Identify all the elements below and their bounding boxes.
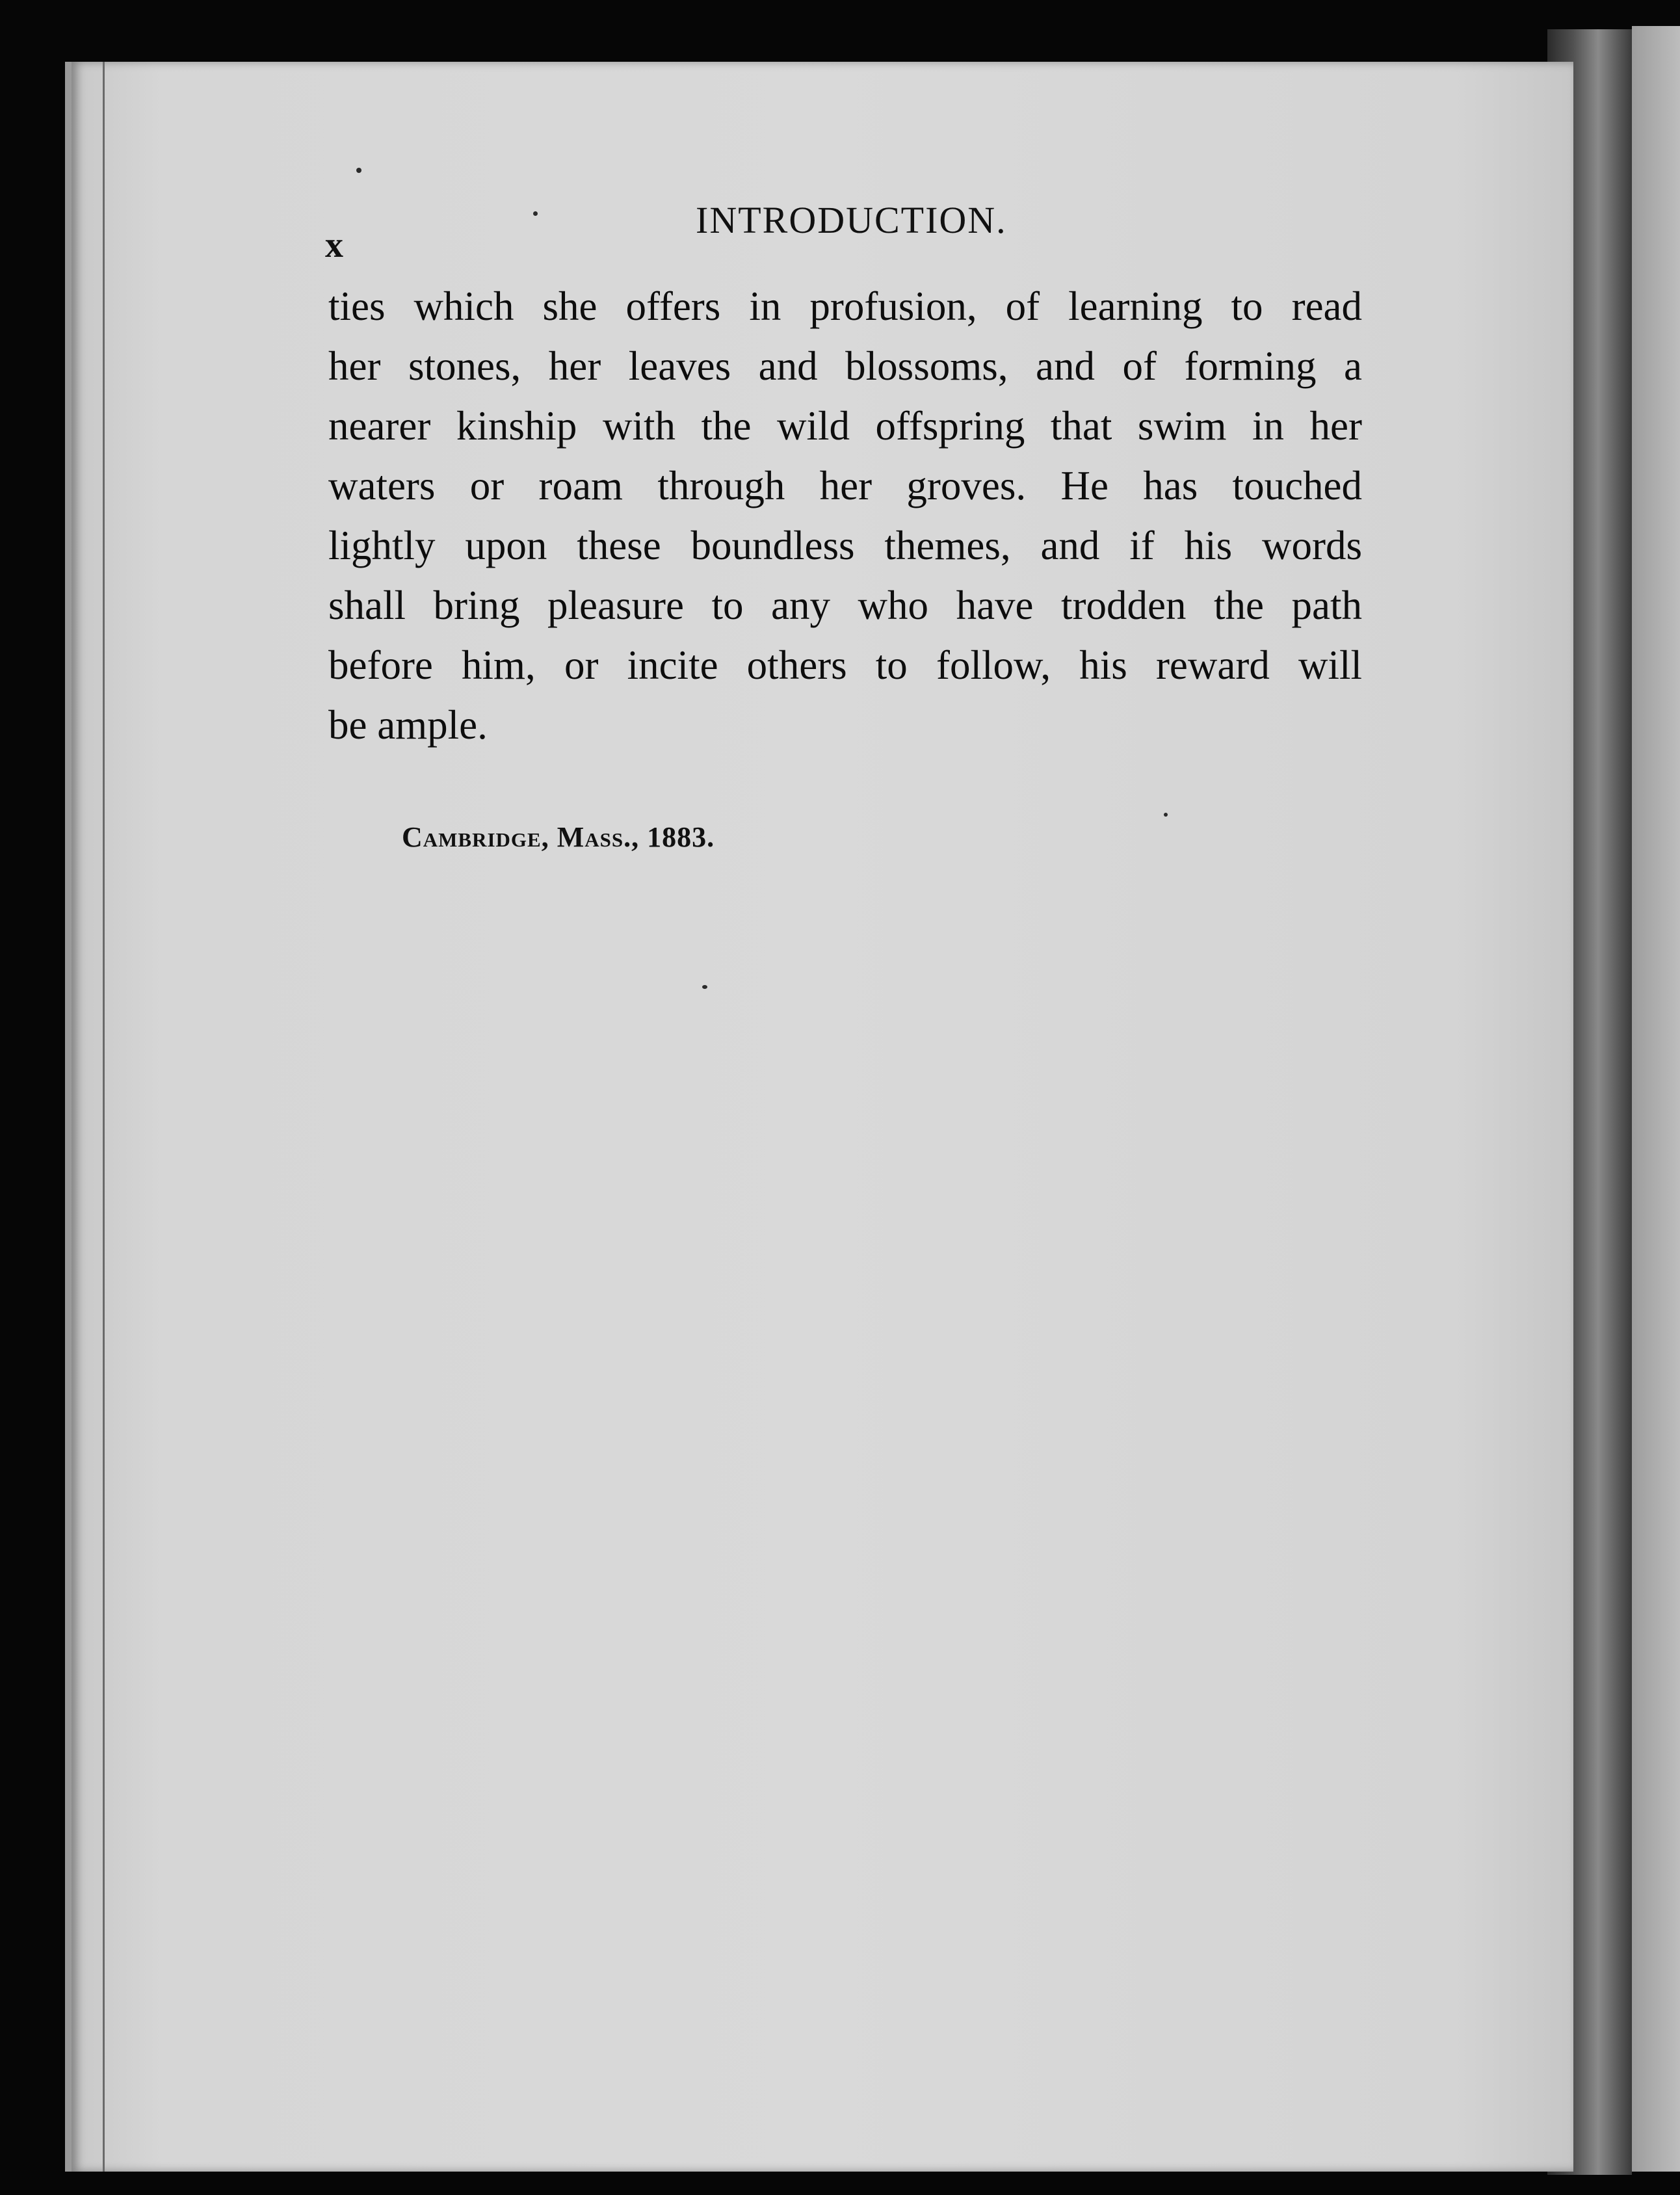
page-number: x (325, 225, 343, 265)
text-line: lightly upon these boundless themes, and if his words (328, 523, 1362, 568)
text-line: waters or roam through her groves. He has touched (328, 463, 1362, 508)
running-head (325, 198, 1430, 265)
facing-page-edge (1632, 26, 1680, 2172)
scan-speck (702, 985, 707, 989)
running-title: INTRODUCTION. (696, 199, 1007, 241)
body-paragraph (328, 276, 1369, 755)
scan-speck (356, 168, 361, 173)
scan-speck (533, 211, 538, 216)
dateline: Cambridge, Mass., 1883. (402, 821, 715, 853)
text-line: before him, or incite others to follow, his reward will (328, 642, 1362, 688)
text-line: ties which she offers in profusion, of learning to read (328, 283, 1362, 329)
text-line: nearer kinship with the wild offspring that swim in her (328, 403, 1362, 449)
scan-speck (1164, 813, 1168, 817)
text-line: her stones, her leaves and blossoms, and of forming a (328, 343, 1362, 389)
text-line: be ample. (328, 702, 488, 748)
text-line: shall bring pleasure to any who have trodden the path (328, 583, 1362, 628)
page-edge-line (103, 62, 105, 2172)
